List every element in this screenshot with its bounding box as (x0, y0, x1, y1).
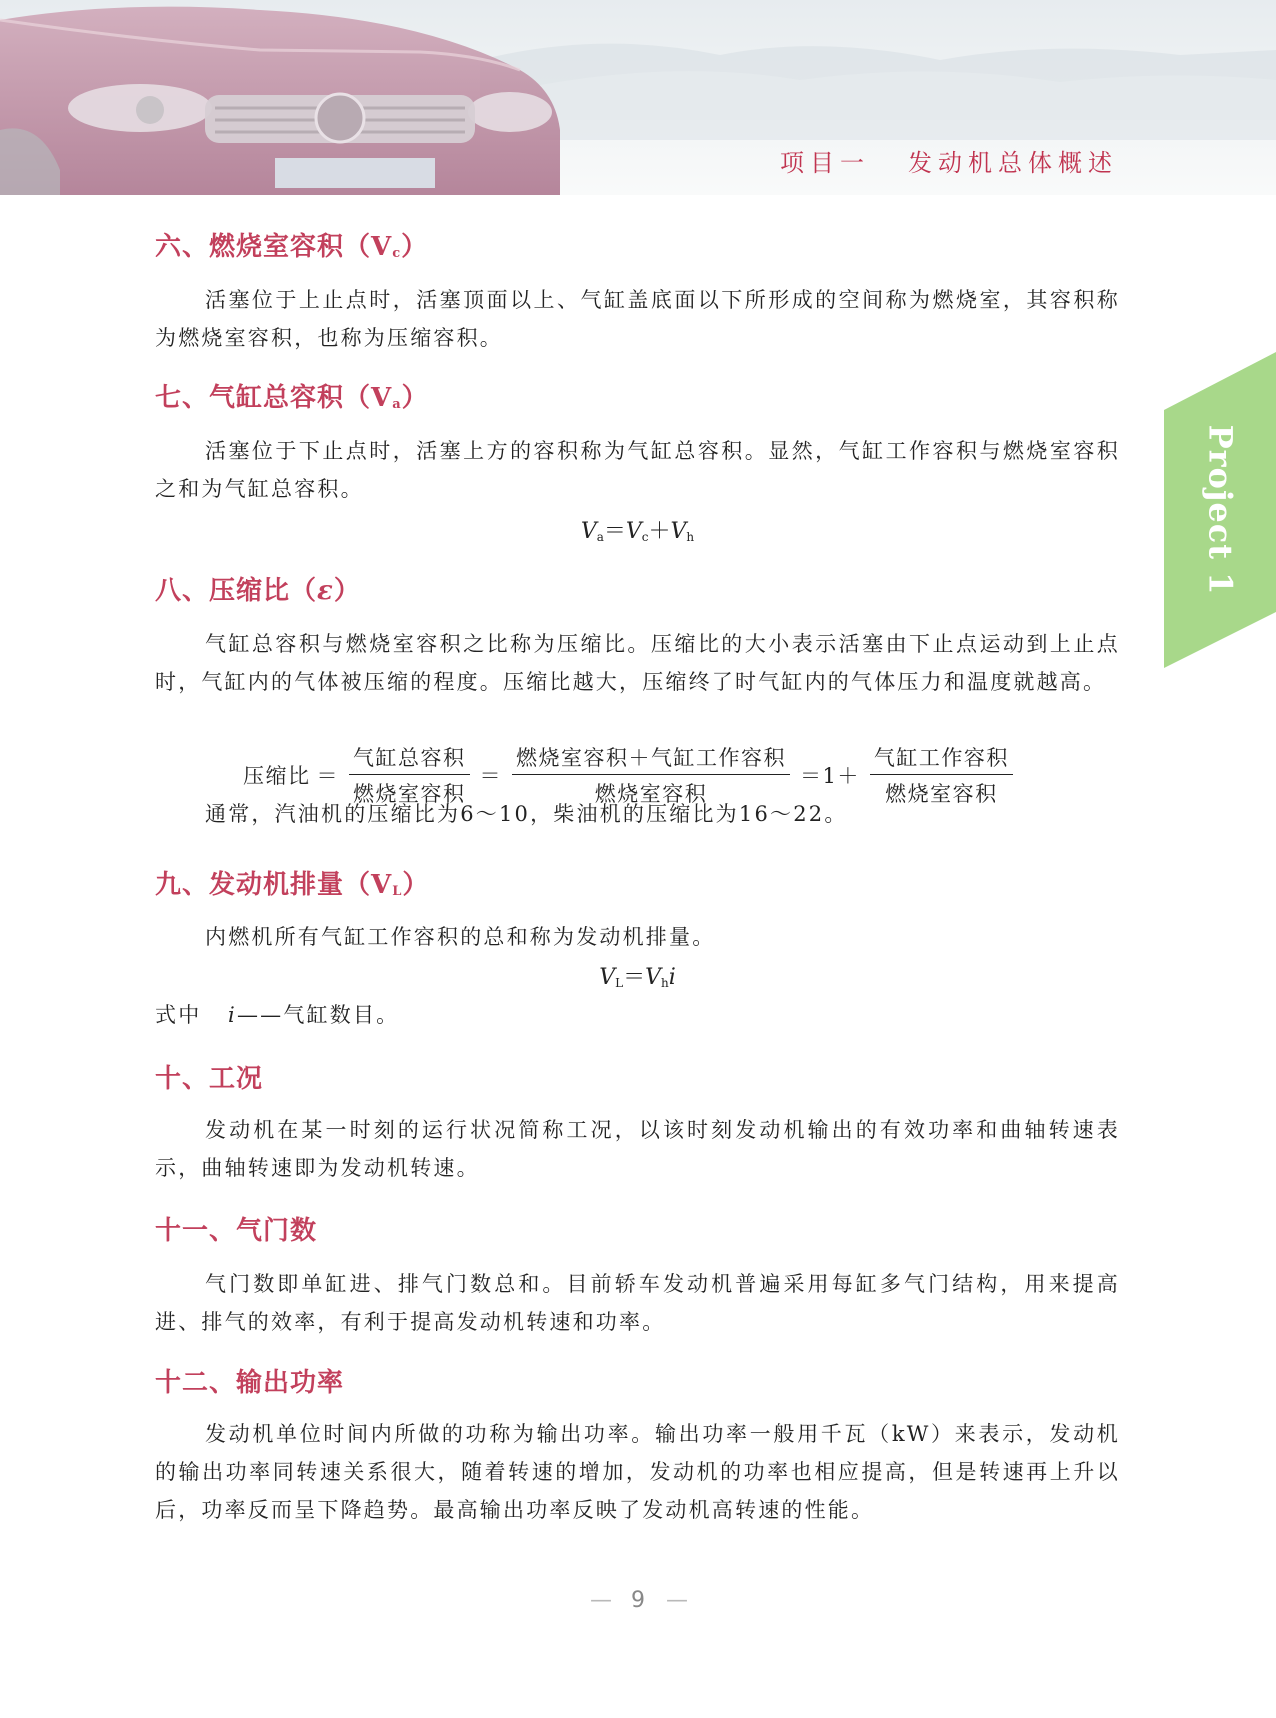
paragraph: 活塞位于下止点时，活塞上方的容积称为气缸总容积。显然，气缸工作容积与燃烧室容积之和为气缸总容积。 (155, 439, 1120, 501)
section-heading-10 (155, 1058, 263, 1095)
where-clause: 式中 i——气缸数目。 (155, 1003, 400, 1027)
paragraph: 发动机单位时间内所做的功称为输出功率。输出功率一般用千瓦（kW）来表示，发动机的输出功率同转速关系很大，随着转速的增加，发动机的功率也相应提高，但是转速再上升以后，功率反而呈下降趋势。最高输出功率反映了发动机高转速的性能。 (155, 1422, 1120, 1522)
section-heading-7 (155, 377, 429, 414)
fraction-3: $\frac{\text{气缸工作容积}}{\text{燃烧室容积}}$ (870, 742, 1013, 808)
side-tab-label (1164, 352, 1276, 668)
section-heading-11 (155, 1210, 317, 1247)
heading-text: 十二、输出功率 (155, 1368, 345, 1398)
heading-suffix: ） (333, 576, 361, 606)
formula-op: ＝ (479, 764, 502, 788)
section-heading-9 (155, 864, 429, 901)
heading-var: ε (317, 576, 334, 606)
paragraph-note: 通常，汽油机的压缩比为6～10，柴油机的压缩比为16～22。 (205, 802, 848, 826)
heading-var: $V_c$ (371, 232, 402, 262)
heading-var: $V_a$ (371, 383, 402, 413)
page-number-value: 9 (631, 1588, 645, 1613)
paragraph: 发动机在某一时刻的运行状况简称工况，以该时刻发动机输出的有效功率和曲轴转速表示，曲轴转速即为发动机转速。 (155, 1118, 1120, 1180)
heading-suffix: ） (401, 232, 429, 262)
page-number (0, 1588, 1276, 1613)
heading-text: 六、燃烧室容积（ (155, 232, 372, 262)
side-tab-text: Project 1 (1201, 424, 1239, 596)
formula-op: ＝1＋ (800, 764, 860, 788)
formula-op: ＝ (316, 764, 339, 788)
header-project-label: 项目一 (780, 149, 870, 177)
heading-text: 七、气缸总容积（ (155, 383, 372, 413)
heading-suffix: ） (401, 383, 429, 413)
equation-displacement: $V_L=V_hi$ (599, 965, 676, 990)
header-title (780, 143, 1118, 178)
fraction-1: $\frac{\text{气缸总容积}}{\text{燃烧室容积}}$ (349, 742, 470, 808)
heading-text: 八、压缩比（ (155, 576, 318, 606)
heading-var: $V_L$ (371, 870, 403, 900)
heading-text: 十一、气门数 (155, 1216, 318, 1246)
section-heading-8 (155, 570, 361, 607)
section-heading-12 (155, 1362, 344, 1399)
heading-suffix: ） (402, 870, 430, 900)
page-number-dash-right: — (665, 1588, 686, 1613)
formula-lhs: 压缩比 (243, 764, 311, 788)
section-heading-6 (155, 226, 428, 263)
heading-text: 九、发动机排量（ (155, 870, 372, 900)
paragraph: 内燃机所有气缸工作容积的总和称为发动机排量。 (205, 925, 716, 949)
heading-text: 十、工况 (155, 1064, 264, 1094)
header-chapter-title: 发动机总体概述 (908, 149, 1118, 177)
header-banner (0, 0, 1276, 195)
paragraph: 气缸总容积与燃烧室容积之比称为压缩比。压缩比的大小表示活塞由下止点运动到上止点时，气缸内的气体被压缩的程度。压缩比越大，压缩终了时气缸内的气体压力和温度就越高。 (155, 632, 1120, 694)
fraction-2: $\frac{\text{燃烧室容积＋气缸工作容积}}{\text{燃烧室容积}}$ (512, 742, 790, 808)
equation-total-volume: $V_a=V_c+V_h$ (580, 519, 695, 544)
paragraph: 活塞位于上止点时，活塞顶面以上、气缸盖底面以下所形成的空间称为燃烧室，其容积称为燃烧室容积，也称为压缩容积。 (155, 288, 1120, 350)
page-number-dash-left: — (590, 1588, 611, 1613)
paragraph: 气门数即单缸进、排气门数总和。目前轿车发动机普遍采用每缸多气门结构，用来提高进、排气的效率，有利于提高发动机转速和功率。 (155, 1272, 1120, 1334)
